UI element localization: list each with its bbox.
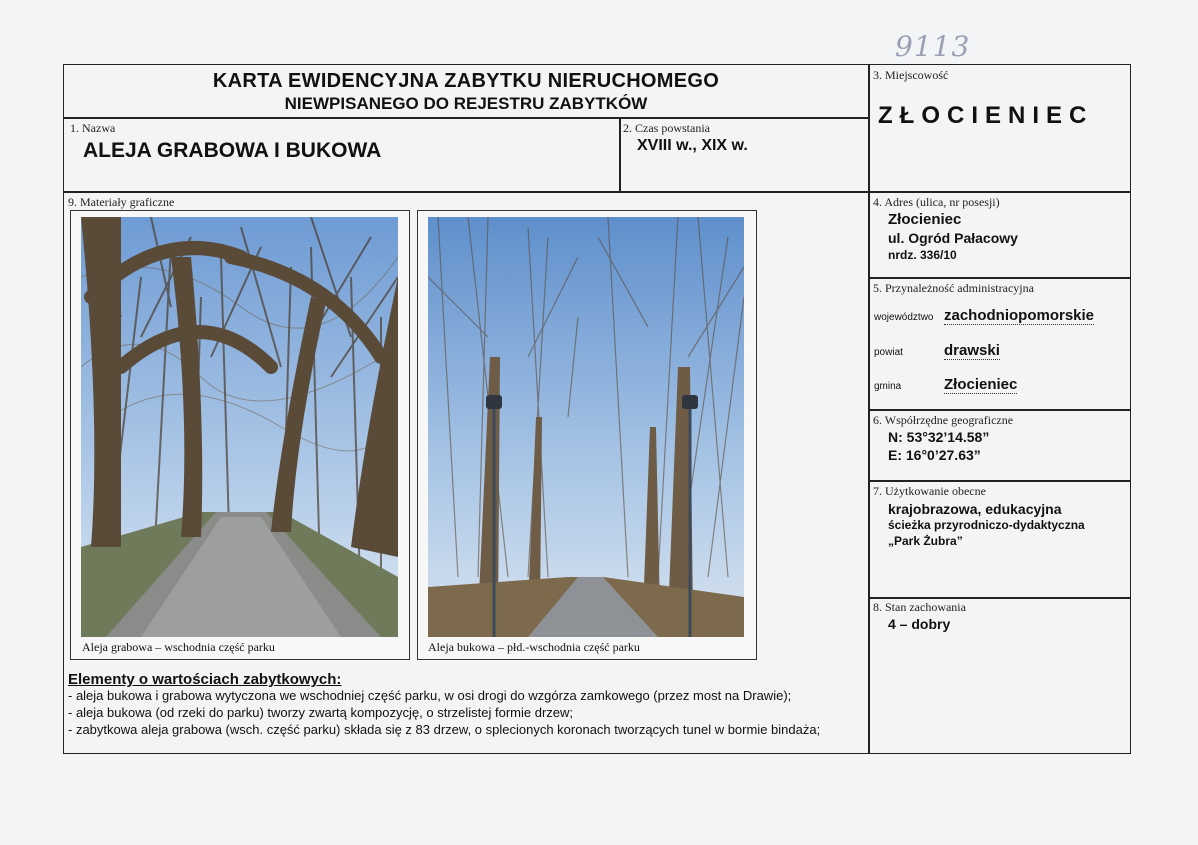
field-usage-label: 7. Użytkowanie obecne (873, 484, 986, 498)
county-value: drawski (944, 342, 1000, 359)
elements-item: - aleja bukowa (od rzeki do parku) tworzy zwartą kompozycję, o strzelistej formie drzew; (68, 705, 574, 720)
address-street: ul. Ogród Pałacowy (888, 230, 1018, 246)
hornbeam-alley-photo (81, 217, 398, 637)
divider-name-date (619, 117, 621, 192)
divider-6-7 (868, 480, 1131, 482)
divider-7-8 (868, 597, 1131, 599)
coord-north: N: 53°32’14.58” (888, 429, 990, 445)
elements-heading: Elementy o wartościach zabytkowych: (68, 671, 342, 688)
usage-line-2: ścieżka przyrodniczo-dydaktyczna (888, 518, 1085, 532)
field-coords-label: 6. Współrzędne geograficzne (873, 413, 1014, 427)
usage-line-3: „Park Żubra” (888, 534, 963, 548)
usage-line-1: krajobrazowa, edukacyjna (888, 501, 1062, 517)
field-condition-label: 8. Stan zachowania (873, 600, 966, 614)
condition-value: 4 – dobry (888, 616, 951, 632)
photo-caption-1: Aleja grabowa – wschodnia część parku (82, 640, 275, 654)
field-admin-label: 5. Przynależność administracyjna (873, 281, 1034, 295)
divider-header (63, 117, 869, 119)
county-label: powiat (874, 347, 903, 358)
divider-5-6 (868, 409, 1131, 411)
handwritten-number: 9113 (895, 30, 971, 63)
title-line-1: KARTA EWIDENCYJNA ZABYTKU NIERUCHOMEGO (212, 70, 720, 92)
divider-4-5 (868, 277, 1131, 279)
voivodeship-label: województwo (874, 312, 934, 323)
field-name-label: 1. Nazwa (70, 121, 116, 135)
divider-top-section (63, 191, 1131, 193)
field-locality-label: 3. Miejscowość (873, 68, 949, 82)
field-locality-value: ZŁOCIENIEC (878, 102, 1094, 129)
address-city: Złocieniec (888, 211, 962, 228)
title-line-2: NIEWPISANEGO DO REJESTRU ZABYTKÓW (284, 94, 648, 113)
field-date-value: XVIII w., XIX w. (637, 137, 748, 154)
voivodeship-value: zachodniopomorskie (944, 307, 1095, 324)
field-graphics-label: 9. Materiały graficzne (68, 195, 175, 209)
elements-item: - zabytkowa aleja grabowa (wsch. część parku) składa się z 83 drzew, o splecionych koronach tworzących tunel w bormie bindaża; (68, 722, 821, 737)
beech-alley-photo (428, 217, 744, 637)
field-address-label: 4. Adres (ulica, nr posesji) (873, 195, 1000, 209)
commune-value: Złocieniec (944, 376, 1018, 393)
elements-item: - aleja bukowa i grabowa wytyczona we wschodniej część parku, w osi drogi do wzgórza zamkowego (przez most na Drawie); (68, 688, 792, 703)
coord-east: E: 16°0’27.63” (888, 447, 981, 463)
field-name-value: ALEJA GRABOWA I BUKOWA (83, 139, 382, 162)
card-title (63, 70, 869, 114)
commune-label: gmina (874, 381, 902, 392)
field-date-label: 2. Czas powstania (623, 121, 710, 135)
photo-caption-2: Aleja bukowa – płd.-wschodnia część parku (428, 640, 640, 654)
address-parcel: nrdz. 336/10 (888, 248, 957, 262)
